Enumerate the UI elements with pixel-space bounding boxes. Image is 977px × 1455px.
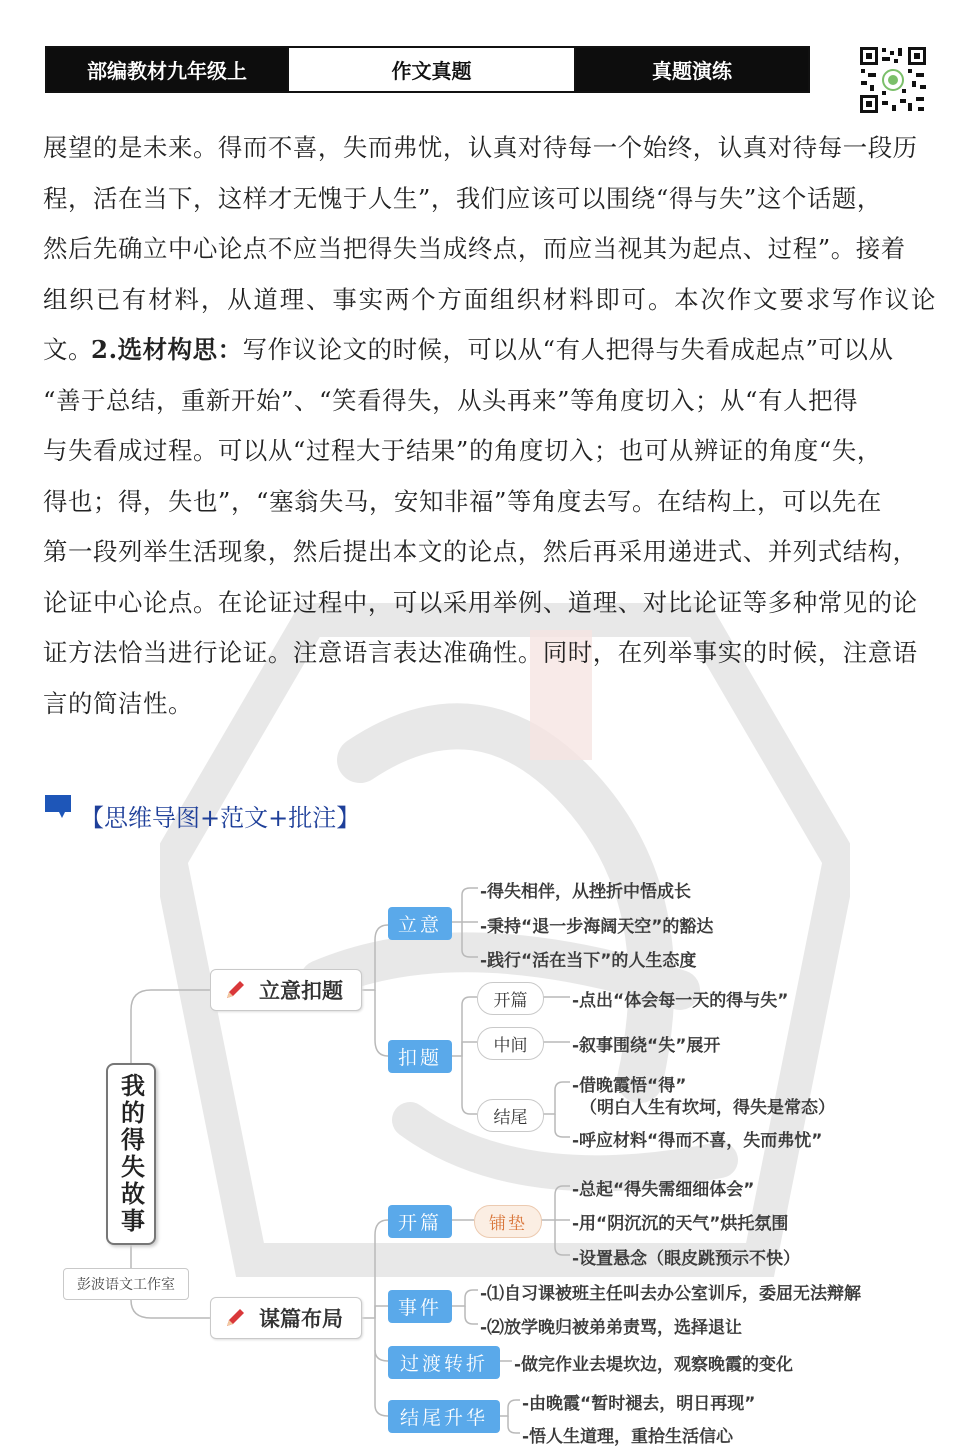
pill-kaipian: 开篇: [477, 982, 544, 1015]
node-guodu: 过渡转折: [388, 1346, 500, 1379]
section2-first: 写作议论文的时候，可以从“有人把得与失看成起点”可以从: [242, 335, 894, 364]
leaf: -⑵放学晚归被弟弟责骂，选择退让: [480, 1318, 743, 1338]
mindmap-root: 我的得失故事: [106, 1063, 156, 1245]
leaf: -⑴自习课被班主任叫去办公室训斥，委屈无法辩解: [480, 1284, 862, 1304]
body-line: 第一段列举生活现象，然后提出本文的论点，然后再采用递进式、并列式结构，: [43, 537, 918, 566]
pencil-icon: [223, 1306, 247, 1330]
leaf: （明白人生有坎坷，得失是常态）: [580, 1098, 835, 1118]
node-liyi: 立意: [388, 907, 452, 940]
leaf: -得失相伴，从挫折中悟成长: [480, 882, 692, 902]
body-line: 与失看成过程。可以从“过程大于结果”的角度切入；也可从辨证的角度“失，: [43, 436, 882, 465]
node-jiewei: 结尾升华: [388, 1400, 500, 1433]
body-line: 组织已有材料，从道理、事实两个方面组织材料即可。本次作文要求写作议论文。: [43, 284, 936, 364]
section-title: 【思维导图+范文+批注】: [80, 804, 361, 832]
body-line: 程，活在当下，这样才无愧于人生”，我们应该可以围绕“得与失”这个话题，: [43, 183, 882, 213]
body-line: 展望的是未来。得而不喜，失而弗忧，认真对待每一个始终，认真对待每一段历: [43, 133, 918, 162]
body-line: 言的简洁性。: [43, 688, 193, 718]
leaf: -秉持“退一步海阔天空”的豁达: [480, 917, 714, 937]
body-line: “善于总结，重新开始”、“笑看得失，从头再来”等角度切入；从“有人把得: [43, 385, 859, 415]
leaf: -用“阴沉沉的天气”烘托氛围: [572, 1214, 789, 1234]
leaf: -践行“活在当下”的人生态度: [480, 951, 697, 971]
leaf: -悟人生道理，重拾生活信心: [522, 1427, 734, 1447]
leaf: -点出“体会每一天的得与失”: [572, 991, 789, 1011]
pill-zhongjian: 中间: [477, 1027, 544, 1060]
header-practice: 真题演练: [576, 48, 808, 91]
leaf: -设置悬念（眼皮跳预示不快）: [572, 1249, 801, 1269]
leaf: -呼应材料“得而不喜，失而弗忧”: [572, 1131, 823, 1151]
branch-moupian-buju: [210, 1297, 362, 1339]
header-grade: 部编教材九年级上: [47, 48, 287, 91]
leaf: -做完作业去堤坎边，观察晚霞的变化: [514, 1355, 794, 1375]
node-shijian: 事件: [388, 1290, 452, 1323]
leaf: -由晚霞“暂时褪去，明日再现”: [522, 1394, 756, 1414]
node-kaipian: 开篇: [388, 1205, 452, 1238]
pencil-icon: [223, 978, 247, 1002]
header-category: 作文真题: [287, 48, 576, 91]
body-line: 证方法恰当进行论证。注意语言表达准确性。同时，在列举事实的时候，注意语: [43, 638, 918, 667]
node-pudian: 铺垫: [474, 1205, 542, 1238]
branch-label: 立意扣题: [259, 979, 343, 1003]
leaf: -总起“得失需细细体会”: [572, 1180, 755, 1200]
leaf: -叙事围绕“失”展开: [572, 1036, 721, 1056]
branch-liyi-kouti: [210, 969, 362, 1011]
pill-jiewei: 结尾: [477, 1099, 544, 1132]
section2-label: 2.选材构思：: [91, 335, 243, 364]
node-kouti: 扣题: [388, 1040, 452, 1073]
branch-label: 谋篇布局: [259, 1307, 343, 1331]
leaf: -借晚霞悟“得”: [572, 1076, 687, 1096]
body-line: 论证中心论点。在论证过程中，可以采用举例、道理、对比论证等多种常见的论: [43, 587, 918, 617]
body-line: 然后先确立中心论点不应当把得失当成终点，而应当视其为起点、过程”。接着: [43, 234, 906, 263]
body-line: 得也；得，失也”，“塞翁失马，安知非福”等角度去写。在结构上，可以先在: [43, 486, 882, 516]
studio-label: 彭波语文工作室: [63, 1268, 189, 1300]
